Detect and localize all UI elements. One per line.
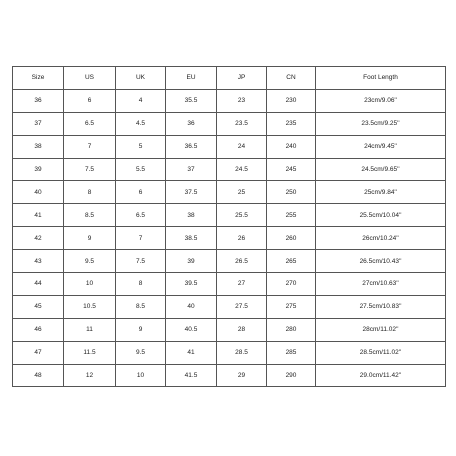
cell-size: 46 [13,318,64,341]
cell-size: 38 [13,135,64,158]
table-row [13,181,446,204]
cell-foot-length: 26.5cm/10.43'' [316,250,446,273]
cell-uk: 4.5 [116,112,166,135]
cell-jp: 26.5 [217,250,267,273]
cell-uk: 5.5 [116,158,166,181]
cell-cn: 280 [267,318,316,341]
cell-uk: 10 [116,364,166,387]
cell-eu: 35.5 [166,89,217,112]
cell-foot-length: 28cm/11.02'' [316,318,446,341]
cell-foot-length: 25.5cm/10.04'' [316,204,446,227]
table-row [13,112,446,135]
table-header [13,67,446,90]
cell-foot-length: 23cm/9.06'' [316,89,446,112]
cell-size: 43 [13,250,64,273]
cell-jp: 29 [217,364,267,387]
size-chart-table [12,66,446,387]
header-foot-length: Foot Length [316,67,446,90]
cell-foot-length: 25cm/9.84'' [316,181,446,204]
cell-uk: 7 [116,227,166,250]
header-size: Size [13,67,64,90]
cell-eu: 38 [166,204,217,227]
cell-cn: 245 [267,158,316,181]
cell-cn: 230 [267,89,316,112]
cell-eu: 39.5 [166,273,217,296]
cell-uk: 8.5 [116,295,166,318]
header-jp: JP [217,67,267,90]
cell-jp: 27.5 [217,295,267,318]
cell-foot-length: 28.5cm/11.02'' [316,341,446,364]
cell-us: 6.5 [64,112,116,135]
cell-eu: 40 [166,295,217,318]
cell-jp: 24 [217,135,267,158]
cell-eu: 36.5 [166,135,217,158]
header-row [13,67,446,90]
cell-uk: 7.5 [116,250,166,273]
table-body [13,89,446,387]
cell-jp: 25 [217,181,267,204]
header-cn: CN [267,67,316,90]
table-row [13,135,446,158]
table-row [13,295,446,318]
cell-jp: 28 [217,318,267,341]
cell-us: 10 [64,273,116,296]
cell-uk: 5 [116,135,166,158]
cell-size: 47 [13,341,64,364]
cell-eu: 41 [166,341,217,364]
table-row [13,204,446,227]
cell-cn: 275 [267,295,316,318]
cell-foot-length: 23.5cm/9.25'' [316,112,446,135]
cell-jp: 25.5 [217,204,267,227]
cell-uk: 4 [116,89,166,112]
cell-uk: 8 [116,273,166,296]
table-row [13,158,446,181]
cell-us: 9 [64,227,116,250]
header-uk: UK [116,67,166,90]
cell-eu: 39 [166,250,217,273]
cell-foot-length: 27cm/10.63'' [316,273,446,296]
cell-uk: 6.5 [116,204,166,227]
cell-size: 36 [13,89,64,112]
cell-foot-length: 24.5cm/9.65'' [316,158,446,181]
cell-jp: 23 [217,89,267,112]
cell-size: 45 [13,295,64,318]
table-row [13,227,446,250]
cell-us: 11 [64,318,116,341]
cell-jp: 28.5 [217,341,267,364]
cell-eu: 41.5 [166,364,217,387]
cell-size: 42 [13,227,64,250]
cell-us: 6 [64,89,116,112]
cell-size: 39 [13,158,64,181]
cell-cn: 240 [267,135,316,158]
cell-eu: 37.5 [166,181,217,204]
cell-us: 7 [64,135,116,158]
cell-cn: 290 [267,364,316,387]
table-row [13,364,446,387]
cell-cn: 260 [267,227,316,250]
table-row [13,318,446,341]
cell-jp: 23.5 [217,112,267,135]
cell-us: 8.5 [64,204,116,227]
cell-size: 40 [13,181,64,204]
cell-cn: 255 [267,204,316,227]
cell-foot-length: 27.5cm/10.83'' [316,295,446,318]
cell-jp: 26 [217,227,267,250]
cell-cn: 285 [267,341,316,364]
cell-eu: 36 [166,112,217,135]
table-row [13,273,446,296]
cell-us: 8 [64,181,116,204]
cell-uk: 9 [116,318,166,341]
cell-uk: 9.5 [116,341,166,364]
cell-eu: 37 [166,158,217,181]
cell-us: 11.5 [64,341,116,364]
cell-size: 44 [13,273,64,296]
cell-cn: 265 [267,250,316,273]
cell-size: 48 [13,364,64,387]
table-row [13,250,446,273]
cell-foot-length: 24cm/9.45'' [316,135,446,158]
cell-eu: 40.5 [166,318,217,341]
cell-cn: 270 [267,273,316,296]
cell-us: 7.5 [64,158,116,181]
cell-size: 41 [13,204,64,227]
header-eu: EU [166,67,217,90]
cell-cn: 250 [267,181,316,204]
cell-us: 12 [64,364,116,387]
cell-us: 10.5 [64,295,116,318]
table-row [13,89,446,112]
cell-eu: 38.5 [166,227,217,250]
cell-foot-length: 29.0cm/11.42'' [316,364,446,387]
cell-cn: 235 [267,112,316,135]
cell-jp: 27 [217,273,267,296]
cell-size: 37 [13,112,64,135]
header-us: US [64,67,116,90]
cell-us: 9.5 [64,250,116,273]
cell-uk: 6 [116,181,166,204]
cell-foot-length: 26cm/10.24'' [316,227,446,250]
table-row [13,341,446,364]
cell-jp: 24.5 [217,158,267,181]
